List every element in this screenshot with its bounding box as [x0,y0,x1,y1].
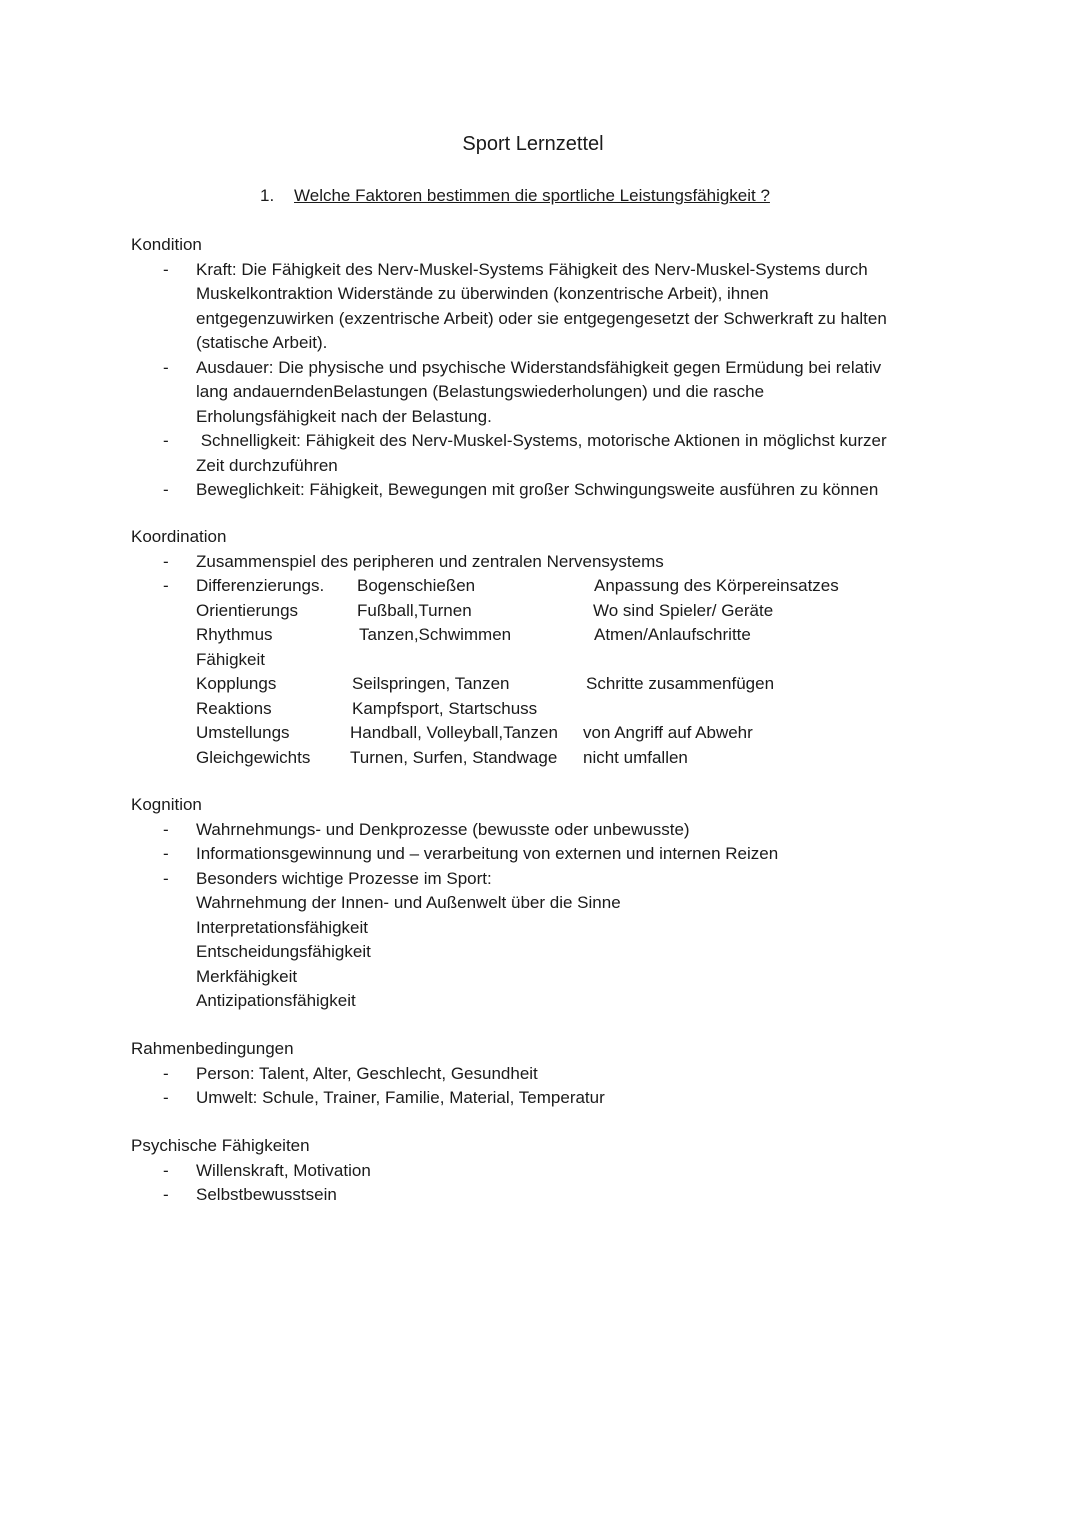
list-item-text: Informationsgewinnung und – verarbeitung von externen und internen Reizen [196,844,779,863]
list-item [131,1183,337,1208]
list-item-text: Interpretationsfähigkeit [196,917,368,937]
list-item [131,867,492,892]
section-rahmenbedingungen [131,1037,605,1111]
bullet-dash: - [163,819,169,839]
bullet-dash: - [163,431,169,450]
table-row [131,623,751,648]
table-row [131,672,775,697]
list-item [131,429,887,454]
bullet-dash: - [163,1185,169,1204]
ability-description: Anpassung des Körpereinsatzes [594,576,839,595]
list-item [131,258,868,283]
list-item [131,916,368,941]
sport-examples: Tanzen,Schwimmen [359,625,512,644]
bullet-dash: - [163,868,169,888]
section-heading: Rahmenbedingungen [131,1039,294,1058]
table-row [131,721,753,746]
list-item [131,965,298,990]
list-item-text: Merkfähigkeit [196,966,298,986]
bullet-dash: - [163,357,169,377]
ability-description: Wo sind Spieler/ Geräte [593,600,774,620]
ability-name: Gleichgewichts [196,747,311,767]
section-psychische-faehigkeiten [131,1134,371,1208]
list-item-text: Besonders wichtige Prozesse im Sport: [196,868,492,888]
section-heading: Kognition [131,795,202,814]
list-item [131,989,356,1014]
bullet-dash: - [163,1160,169,1180]
ability-description: Atmen/Anlaufschritte [594,625,751,644]
sport-examples: Turnen, Surfen, Standwage [350,747,558,767]
list-item [131,550,664,575]
ability-name: Fähigkeit [196,649,265,669]
list-item-text: Antizipationsfähigkeit [196,991,356,1010]
list-item-text: Schnelligkeit: Fähigkeit des Nerv-Muskel-Systems, motorische Aktionen in möglichst kurzer [196,431,887,450]
list-item [131,405,492,430]
bullet-dash: - [163,259,169,279]
list-item-text: Willenskraft, Motivation [196,1160,371,1180]
page-title: Sport Lernzettel [462,133,604,155]
bullet-dash: - [163,1063,169,1083]
list-item-text: Entscheidungsfähigkeit [196,942,371,961]
list-item-text: (statische Arbeit). [196,333,328,352]
list-item-text: Zusammenspiel des peripheren und zentralen Nervensystems [196,551,664,571]
ability-name: Orientierungs [196,600,299,620]
ability-name: Umstellungs [196,723,290,742]
bullet-dash: - [163,551,169,571]
list-item-text: Wahrnehmung der Innen- und Außenwelt über die Sinne [196,893,621,912]
table-row [131,697,538,722]
list-item [131,380,765,405]
list-item [131,282,769,307]
section-heading: Psychische Fähigkeiten [131,1136,310,1155]
list-item [131,842,779,867]
sport-examples: Bogenschießen [357,576,476,595]
list-item-text: Erholungsfähigkeit nach der Belastung. [196,406,492,426]
list-item-text: Beweglichkeit: Fähigkeit, Bewegungen mit großer Schwingungsweite ausführen zu können [196,480,879,499]
sport-examples: Fußball,Turnen [357,600,472,620]
ability-name: Reaktions [196,698,272,718]
list-item [131,891,621,916]
list-item [131,331,328,356]
list-item-text: Person: Talent, Alter, Geschlecht, Gesundheit [196,1063,538,1083]
ability-description: nicht umfallen [583,747,688,767]
table-row [131,574,839,599]
table-row [131,648,265,673]
list-item-text: Wahrnehmungs- und Denkprozesse (bewusste oder unbewusste) [196,819,690,839]
ability-description: Schritte zusammenfügen [586,674,775,693]
list-item-text: Umwelt: Schule, Trainer, Familie, Material, Temperatur [196,1088,605,1107]
list-item [131,818,690,843]
section-kognition [131,793,779,1014]
bullet-dash: - [163,480,169,499]
bullet-dash: - [163,576,169,595]
bullet-dash: - [163,844,169,863]
sport-examples: Kampfsport, Startschuss [352,698,538,718]
bullet-dash: - [163,1088,169,1107]
list-item [131,478,879,503]
list-item [131,940,371,965]
ability-name: Rhythmus [196,625,273,644]
list-item-text: Ausdauer: Die physische und psychische Widerstandsfähigkeit gegen Ermüdung bei relativ [196,357,882,377]
sport-examples: Handball, Volleyball,Tanzen [350,723,558,742]
section-kondition [131,233,887,503]
list-item-text: Muskelkontraktion Widerstände zu überwinden (konzentrische Arbeit), ihnen [196,284,769,303]
question-number: 1. [260,186,275,205]
list-item [131,454,338,479]
list-item-text: Selbstbewusstsein [196,1185,337,1204]
list-item [131,356,882,381]
section-koordination [131,525,839,770]
list-item [131,307,887,332]
sport-examples: Seilspringen, Tanzen [352,674,510,693]
ability-description: von Angriff auf Abwehr [583,723,753,742]
list-item [131,1159,371,1184]
table-row [131,599,774,624]
list-item-text: lang andauerndenBelastungen (Belastungswiederholungen) und die rasche [196,382,765,401]
list-item-text: Zeit durchzuführen [196,455,338,475]
list-item-text: Kraft: Die Fähigkeit des Nerv-Muskel-Systems Fähigkeit des Nerv-Muskel-Systems durch [196,259,868,279]
list-item [131,1086,605,1111]
question-text: Welche Faktoren bestimmen die sportliche Leistungsfähigkeit ? [294,186,770,205]
section-heading: Koordination [131,527,227,546]
list-item-text: entgegenzuwirken (exzentrische Arbeit) oder sie entgegengesetzt der Schwerkraft zu halten [196,308,887,328]
ability-name: Differenzierungs. [196,576,325,595]
question-heading [260,186,770,206]
section-heading: Kondition [131,235,202,254]
list-item [131,1062,538,1087]
ability-name: Kopplungs [196,674,277,693]
table-row [131,746,688,771]
